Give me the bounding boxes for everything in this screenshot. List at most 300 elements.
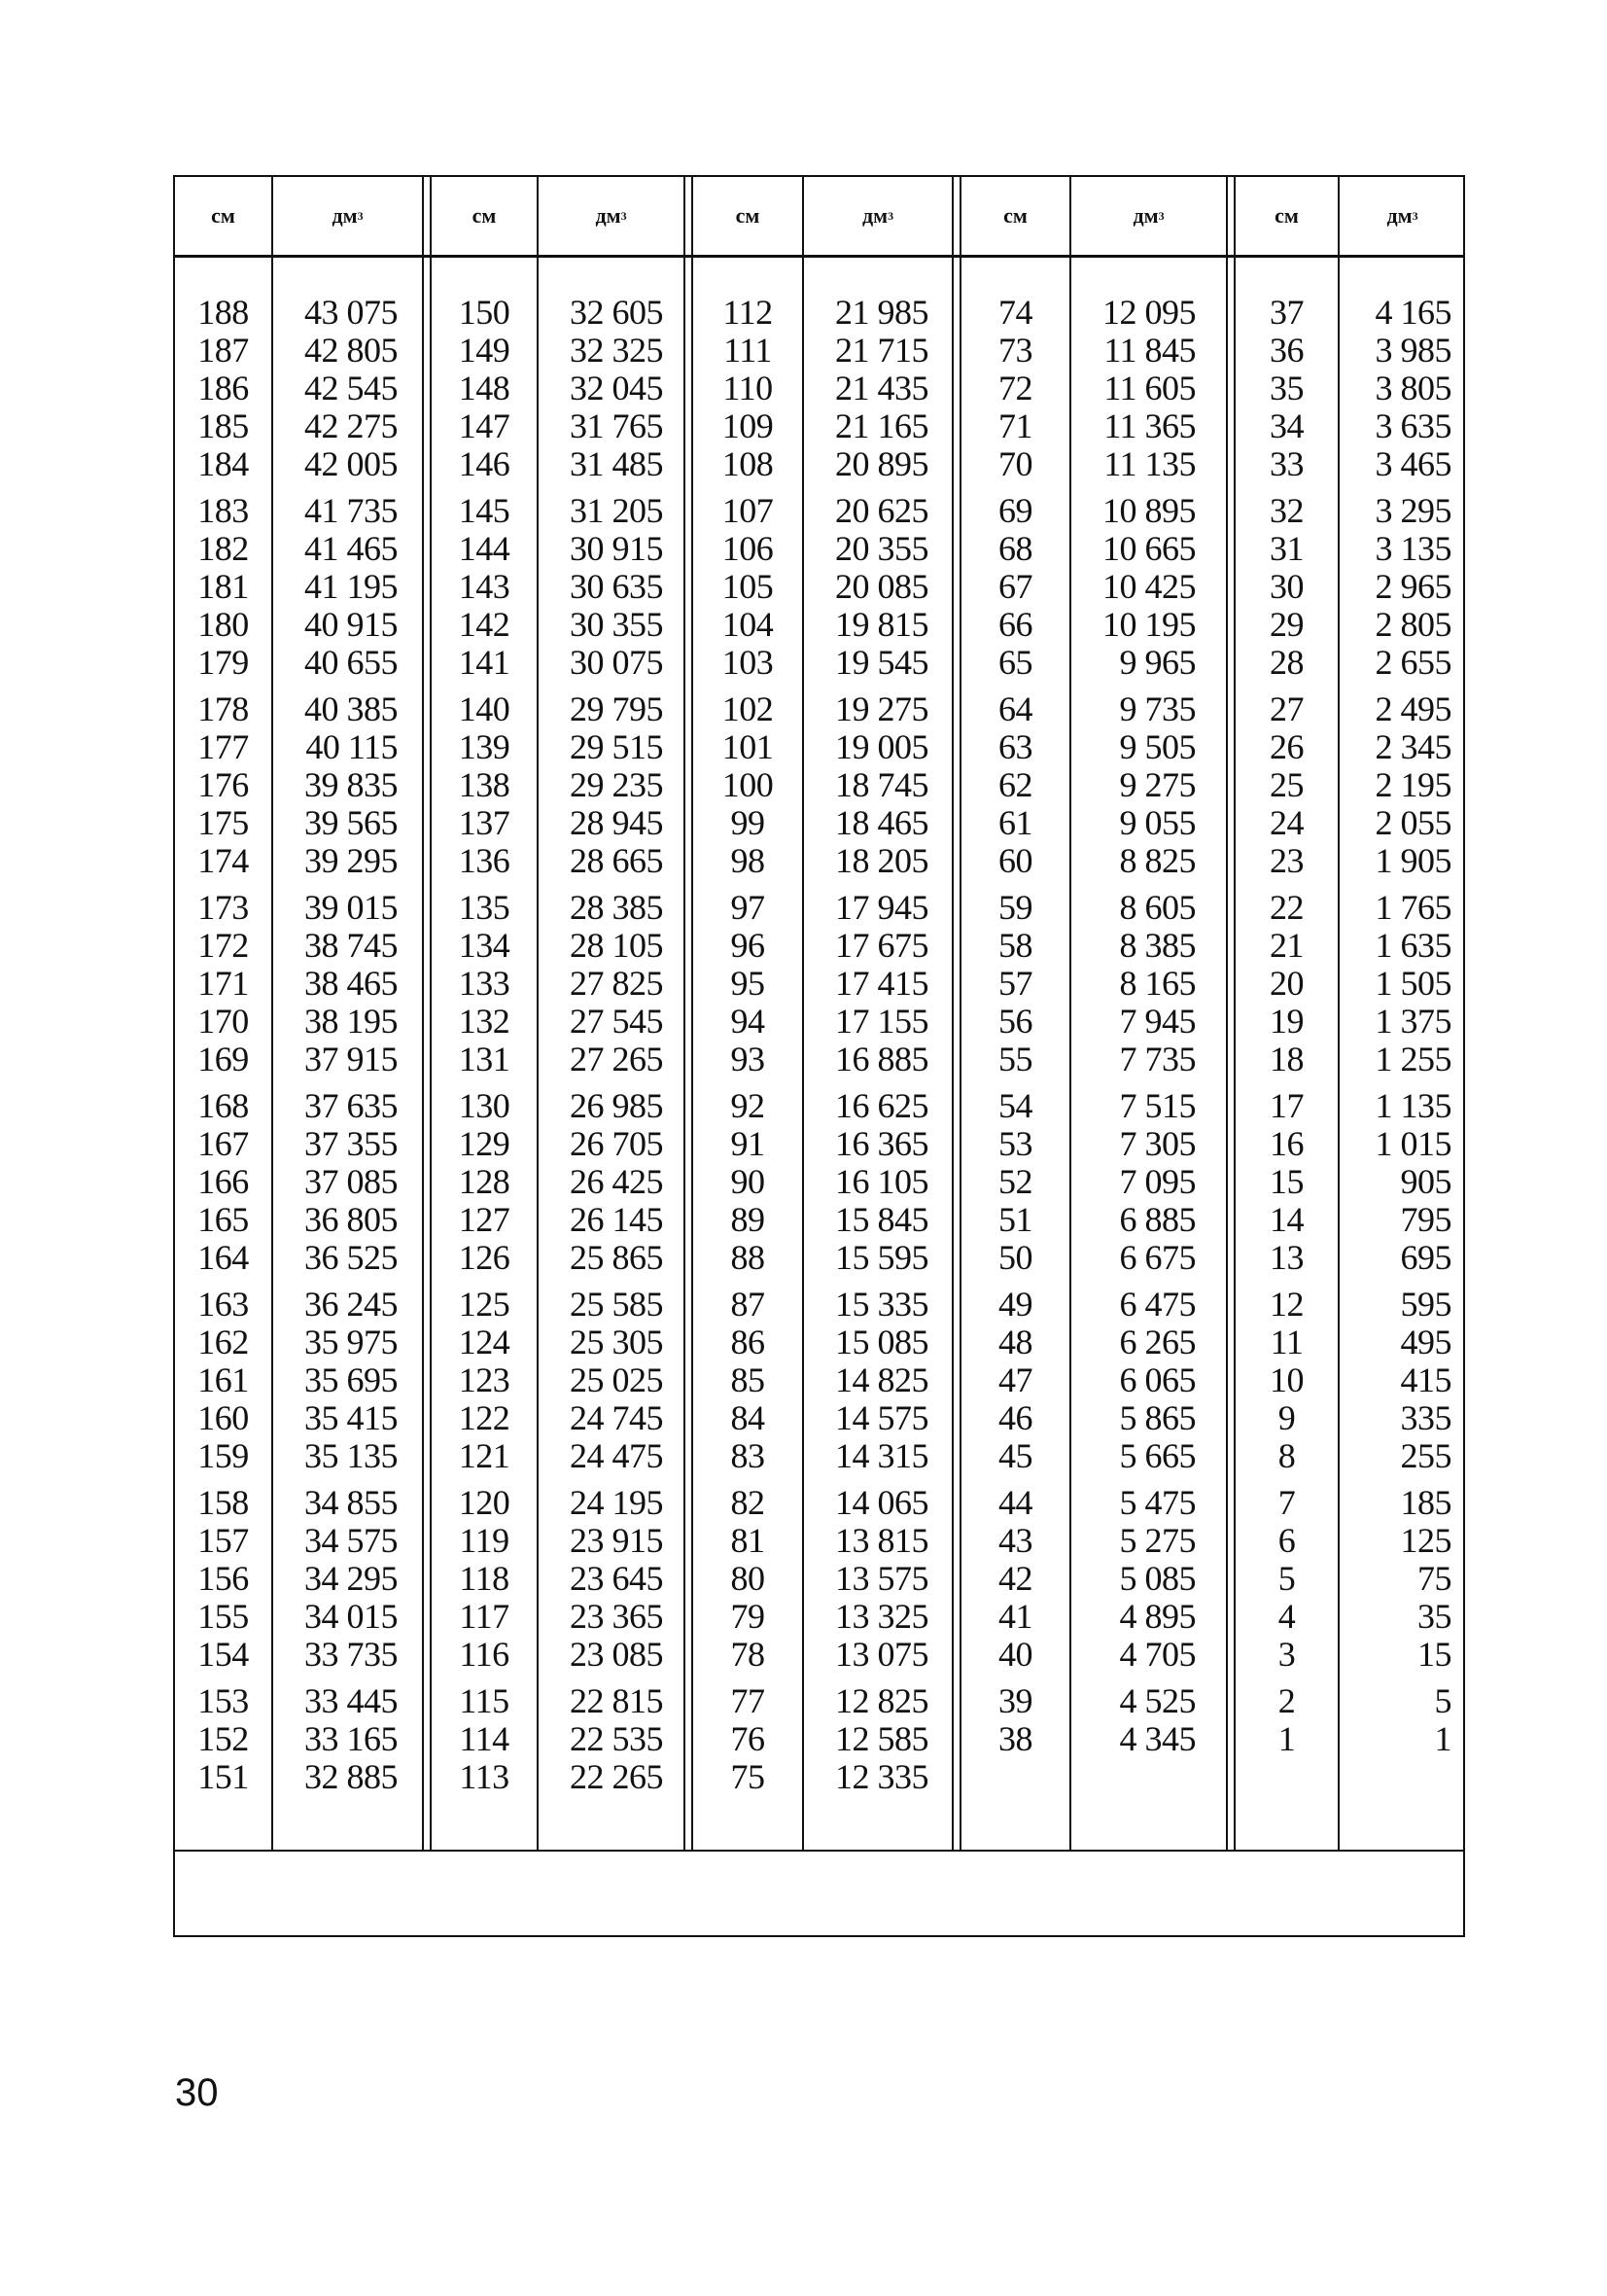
cm-value: 40 (998, 1635, 1032, 1674)
cm-value: 147 (458, 406, 510, 445)
cm-value: 31 (1270, 529, 1304, 568)
dm3-value: 12 585 (835, 1719, 928, 1758)
dm3-column (804, 294, 928, 1805)
cm-value: 114 (459, 1719, 509, 1758)
dm3-value: 16 105 (835, 1162, 928, 1201)
dm3-value: 3 805 (1375, 369, 1451, 407)
dm3-value: 795 (1400, 1200, 1451, 1239)
row-group (432, 889, 537, 1078)
row-group (273, 1286, 398, 1475)
cm-value: 12 (1270, 1285, 1304, 1324)
cm-value: 168 (197, 1086, 249, 1125)
dm3-value: 17 155 (835, 1002, 928, 1041)
cm-value: 43 (998, 1521, 1032, 1560)
row-group (1236, 294, 1338, 483)
header-rule (175, 255, 1463, 258)
dm3-value: 595 (1400, 1285, 1451, 1324)
dm3-value: 1 905 (1375, 841, 1451, 880)
cm-value: 59 (998, 888, 1032, 927)
cm-value: 188 (197, 293, 249, 332)
dm3-value: 5 085 (1119, 1559, 1196, 1598)
row-group (1236, 889, 1338, 1078)
cm-value: 65 (998, 643, 1032, 682)
dm3-column (1340, 294, 1451, 1767)
cm-value: 143 (458, 567, 510, 606)
cm-value: 97 (730, 888, 765, 927)
row-group (693, 1682, 802, 1796)
row-group (432, 1286, 537, 1475)
dm3-value: 3 295 (1375, 491, 1451, 530)
dm3-value: 905 (1400, 1162, 1451, 1201)
dm3-value: 25 585 (570, 1285, 663, 1324)
cm-value: 157 (197, 1521, 249, 1560)
cm-value: 2 (1277, 1681, 1296, 1720)
row-group (273, 294, 398, 483)
dm3-value: 125 (1400, 1521, 1451, 1560)
cm-column (1236, 294, 1338, 1767)
dm3-value: 20 625 (835, 491, 928, 530)
cm-value: 122 (458, 1398, 510, 1437)
row-group (1236, 1286, 1338, 1475)
cm-value: 109 (721, 406, 774, 445)
cm-value: 142 (458, 605, 510, 644)
dm3-value: 30 355 (570, 605, 663, 644)
cm-value: 160 (197, 1398, 249, 1437)
cm-value: 37 (1270, 293, 1304, 332)
cm-value: 22 (1270, 888, 1304, 927)
cm-value: 55 (998, 1040, 1032, 1078)
cm-value: 80 (730, 1559, 765, 1598)
dm3-value: 11 845 (1103, 331, 1196, 370)
cm-value: 4 (1277, 1597, 1296, 1636)
row-group (273, 690, 398, 880)
cm-value: 74 (998, 293, 1032, 332)
cm-value: 169 (197, 1040, 249, 1078)
dm3-value: 36 245 (304, 1285, 398, 1324)
dm3-value: 23 085 (570, 1635, 663, 1674)
dm3-value: 5 275 (1119, 1521, 1196, 1560)
cm-value: 125 (458, 1285, 510, 1324)
cm-value: 64 (998, 689, 1032, 728)
cm-value: 1 (1277, 1719, 1296, 1758)
cm-value: 141 (458, 643, 510, 682)
dm3-value: 18 745 (835, 765, 928, 804)
cm-value: 91 (730, 1124, 765, 1163)
row-group (1340, 690, 1451, 880)
dm3-value: 9 055 (1119, 803, 1196, 842)
dm3-value: 14 065 (835, 1483, 928, 1522)
dm3-value: 35 135 (304, 1436, 398, 1475)
cm-value: 128 (458, 1162, 510, 1201)
dm3-value: 30 075 (570, 643, 663, 682)
cm-value: 120 (458, 1483, 510, 1522)
dm3-value: 335 (1400, 1398, 1451, 1437)
dm3-value: 19 545 (835, 643, 928, 682)
dm3-value: 16 885 (835, 1040, 928, 1078)
cm-value: 51 (998, 1200, 1032, 1239)
row-group (961, 492, 1069, 682)
cm-value: 177 (197, 727, 249, 766)
row-group (693, 1484, 802, 1674)
row-group (1340, 1087, 1451, 1277)
dm3-value: 26 145 (570, 1200, 663, 1239)
cm-value: 103 (721, 643, 774, 682)
row-group (432, 1484, 537, 1674)
dm3-value: 35 695 (304, 1360, 398, 1399)
dm3-value: 42 005 (304, 444, 398, 483)
row-group (175, 294, 271, 483)
row-group (1071, 1087, 1196, 1277)
row-group (1236, 1484, 1338, 1674)
dm3-value: 26 985 (570, 1086, 663, 1125)
cm-value: 26 (1270, 727, 1304, 766)
cm-value: 179 (197, 643, 249, 682)
dm3-column (539, 294, 663, 1805)
cm-value: 175 (197, 803, 249, 842)
row-group (273, 1087, 398, 1277)
cm-value: 124 (458, 1323, 510, 1361)
dm3-value: 495 (1400, 1323, 1451, 1361)
cm-value: 71 (998, 406, 1032, 445)
dm3-value: 36 525 (304, 1238, 398, 1277)
dm3-value: 5 865 (1119, 1398, 1196, 1437)
row-group (539, 1484, 663, 1674)
cm-value: 178 (197, 689, 249, 728)
cm-value: 171 (197, 964, 249, 1003)
row-group (693, 294, 802, 483)
cm-value: 9 (1277, 1398, 1296, 1437)
cm-column (961, 294, 1069, 1767)
row-group (961, 294, 1069, 483)
dm3-value: 16 625 (835, 1086, 928, 1125)
dm3-value: 18 465 (835, 803, 928, 842)
cm-value: 161 (197, 1360, 249, 1399)
dm3-value: 11 365 (1103, 406, 1196, 445)
cm-value: 101 (721, 727, 774, 766)
cm-value: 85 (730, 1360, 765, 1399)
dm3-value: 1 255 (1375, 1040, 1451, 1078)
dm3-value: 6 265 (1119, 1323, 1196, 1361)
dm3-value: 8 385 (1119, 926, 1196, 965)
dm3-value: 11 135 (1103, 444, 1196, 483)
cm-value: 176 (197, 765, 249, 804)
dm3-value: 22 815 (570, 1681, 663, 1720)
cm-value: 158 (197, 1483, 249, 1522)
cm-value: 24 (1270, 803, 1304, 842)
cm-value: 28 (1270, 643, 1304, 682)
cm-value: 56 (998, 1002, 1032, 1041)
cm-value: 25 (1270, 765, 1304, 804)
cm-value: 140 (458, 689, 510, 728)
row-group (693, 1087, 802, 1277)
cm-value: 167 (197, 1124, 249, 1163)
dm3-value: 1 135 (1375, 1086, 1451, 1125)
dm3-value: 9 275 (1119, 765, 1196, 804)
dm3-value: 9 735 (1119, 689, 1196, 728)
dm3-value: 40 915 (304, 605, 398, 644)
dm3-value: 33 445 (304, 1681, 398, 1720)
dm3-value: 23 365 (570, 1597, 663, 1636)
dm3-value: 1 015 (1375, 1124, 1451, 1163)
row-group (175, 1682, 271, 1796)
dm3-value: 9 965 (1119, 643, 1196, 682)
dm3-value: 7 095 (1119, 1162, 1196, 1201)
dm3-value: 8 605 (1119, 888, 1196, 927)
dm3-value: 39 835 (304, 765, 398, 804)
dm3-value: 29 235 (570, 765, 663, 804)
dm3-value: 13 075 (835, 1635, 928, 1674)
row-group (273, 492, 398, 682)
cm-value: 162 (197, 1323, 249, 1361)
cm-value: 46 (998, 1398, 1032, 1437)
dm3-column (1071, 294, 1196, 1767)
dm3-value: 8 165 (1119, 964, 1196, 1003)
cm-value: 58 (998, 926, 1032, 965)
dm3-value: 40 385 (304, 689, 398, 728)
dm3-value: 14 315 (835, 1436, 928, 1475)
dm3-value: 41 195 (304, 567, 398, 606)
dm3-value: 24 195 (570, 1483, 663, 1522)
dm3-value: 20 355 (835, 529, 928, 568)
row-group (175, 1087, 271, 1277)
dm3-value: 7 305 (1119, 1124, 1196, 1163)
footer-rule (175, 1850, 1463, 1852)
dm3-value: 15 085 (835, 1323, 928, 1361)
header-cm: см (1275, 203, 1299, 228)
dm3-value: 35 975 (304, 1323, 398, 1361)
dm3-value: 23 915 (570, 1521, 663, 1560)
dm3-value: 12 095 (1102, 293, 1196, 332)
cm-value: 81 (730, 1521, 765, 1560)
cm-value: 8 (1277, 1436, 1296, 1475)
dm3-value: 20 085 (835, 567, 928, 606)
row-group (1071, 1286, 1196, 1475)
dm3-value: 26 425 (570, 1162, 663, 1201)
row-group (273, 1484, 398, 1674)
row-group (175, 492, 271, 682)
dm3-value: 12 335 (835, 1757, 928, 1796)
dm3-value: 16 365 (835, 1124, 928, 1163)
cm-value: 66 (998, 605, 1032, 644)
cm-value: 156 (197, 1559, 249, 1598)
volume-table (173, 175, 1465, 1937)
cm-value: 83 (730, 1436, 765, 1475)
dm3-value: 4 345 (1119, 1719, 1196, 1758)
row-group (1071, 294, 1196, 483)
row-group (175, 690, 271, 880)
row-group (539, 690, 663, 880)
row-group (804, 294, 928, 483)
cm-value: 172 (197, 926, 249, 965)
dm3-value: 4 895 (1119, 1597, 1196, 1636)
header-dm3: дм 3 (332, 203, 364, 228)
cm-value: 132 (458, 1002, 510, 1041)
cm-value: 110 (722, 369, 773, 407)
dm3-value: 39 295 (304, 841, 398, 880)
dm3-value: 30 635 (570, 567, 663, 606)
dm3-value: 38 745 (304, 926, 398, 965)
dm3-value: 22 535 (570, 1719, 663, 1758)
cm-value: 48 (998, 1323, 1032, 1361)
row-group (539, 1087, 663, 1277)
row-group (1340, 1484, 1451, 1674)
header-dm3: дм 3 (1386, 203, 1418, 228)
cm-value: 11 (1270, 1323, 1304, 1361)
dm3-value: 28 105 (570, 926, 663, 965)
row-group (273, 1682, 398, 1796)
cm-value: 70 (998, 444, 1032, 483)
dm3-value: 41 465 (304, 529, 398, 568)
dm3-value: 19 815 (835, 605, 928, 644)
dm3-value: 1 635 (1375, 926, 1451, 965)
row-group (804, 690, 928, 880)
cm-value: 100 (721, 765, 774, 804)
dm3-value: 27 265 (570, 1040, 663, 1078)
cm-value: 184 (197, 444, 249, 483)
cm-value: 187 (197, 331, 249, 370)
cm-value: 121 (458, 1436, 510, 1475)
row-group (693, 492, 802, 682)
dm3-value: 10 195 (1102, 605, 1196, 644)
cm-value: 3 (1277, 1635, 1296, 1674)
row-group (804, 492, 928, 682)
row-group (693, 889, 802, 1078)
cm-value: 76 (730, 1719, 765, 1758)
dm3-value: 5 475 (1119, 1483, 1196, 1522)
cm-value: 49 (998, 1285, 1032, 1324)
dm3-value: 34 015 (304, 1597, 398, 1636)
row-group (961, 690, 1069, 880)
row-group (1071, 1682, 1196, 1758)
cm-value: 152 (197, 1719, 249, 1758)
dm3-value: 13 325 (835, 1597, 928, 1636)
dm3-value: 20 895 (835, 444, 928, 483)
dm3-value: 42 805 (304, 331, 398, 370)
row-group (432, 690, 537, 880)
cm-value: 165 (197, 1200, 249, 1239)
dm3-value: 2 805 (1375, 605, 1451, 644)
dm3-value: 27 545 (570, 1002, 663, 1041)
dm3-value: 17 415 (835, 964, 928, 1003)
cm-value: 54 (998, 1086, 1032, 1125)
cm-value: 67 (998, 567, 1032, 606)
cm-value: 90 (730, 1162, 765, 1201)
cm-value: 144 (458, 529, 510, 568)
header-cm: см (735, 203, 760, 228)
dm3-value: 1 505 (1375, 964, 1451, 1003)
row-group (539, 294, 663, 483)
dm3-value: 2 195 (1375, 765, 1451, 804)
cm-value: 63 (998, 727, 1032, 766)
cm-value: 116 (459, 1635, 509, 1674)
row-group (273, 889, 398, 1078)
dm3-value: 43 075 (304, 293, 398, 332)
dm3-value: 23 645 (570, 1559, 663, 1598)
cm-value: 7 (1277, 1483, 1296, 1522)
cm-value: 112 (722, 293, 773, 332)
cm-value: 6 (1277, 1521, 1296, 1560)
dm3-value: 38 195 (304, 1002, 398, 1041)
dm3-value: 34 575 (304, 1521, 398, 1560)
cm-value: 104 (721, 605, 774, 644)
cm-value: 186 (197, 369, 249, 407)
cm-value: 44 (998, 1483, 1032, 1522)
cm-value: 166 (197, 1162, 249, 1201)
dm3-value: 32 885 (304, 1757, 398, 1796)
dm3-value: 42 275 (304, 406, 398, 445)
dm3-value: 2 345 (1375, 727, 1451, 766)
cm-value: 50 (998, 1238, 1032, 1277)
row-group (175, 889, 271, 1078)
cm-value: 89 (730, 1200, 765, 1239)
cm-value: 69 (998, 491, 1032, 530)
row-group (961, 1087, 1069, 1277)
cm-value: 153 (197, 1681, 249, 1720)
cm-value: 145 (458, 491, 510, 530)
row-group (539, 492, 663, 682)
cm-value: 134 (458, 926, 510, 965)
cm-value: 78 (730, 1635, 765, 1674)
cm-value: 173 (197, 888, 249, 927)
cm-value: 123 (458, 1360, 510, 1399)
cm-value: 14 (1270, 1200, 1304, 1239)
dm3-value: 25 025 (570, 1360, 663, 1399)
dm3-value: 35 (1417, 1597, 1451, 1636)
row-group (804, 1087, 928, 1277)
dm3-value: 15 335 (835, 1285, 928, 1324)
cm-value: 30 (1270, 567, 1304, 606)
cm-value: 88 (730, 1238, 765, 1277)
dm3-value: 15 (1417, 1635, 1451, 1674)
dm3-value: 34 855 (304, 1483, 398, 1522)
cm-value: 163 (197, 1285, 249, 1324)
row-group (432, 492, 537, 682)
cm-value: 19 (1270, 1002, 1304, 1041)
cm-value: 41 (998, 1597, 1032, 1636)
cm-value: 18 (1270, 1040, 1304, 1078)
cm-value: 99 (730, 803, 765, 842)
row-group (804, 1286, 928, 1475)
header-dm3: дм 3 (861, 203, 894, 228)
cm-value: 94 (730, 1002, 765, 1041)
dm3-value: 30 915 (570, 529, 663, 568)
cm-value: 23 (1270, 841, 1304, 880)
header-dm3: дм 3 (595, 203, 627, 228)
dm3-value: 7 515 (1119, 1086, 1196, 1125)
cm-value: 149 (458, 331, 510, 370)
cm-value: 62 (998, 765, 1032, 804)
dm3-value: 75 (1417, 1559, 1451, 1598)
dm3-value: 33 165 (304, 1719, 398, 1758)
dm3-value: 17 945 (835, 888, 928, 927)
page-number: 30 (175, 2071, 219, 2114)
dm3-value: 37 915 (304, 1040, 398, 1078)
cm-value: 27 (1270, 689, 1304, 728)
dm3-value: 37 085 (304, 1162, 398, 1201)
header-cm: см (211, 203, 235, 228)
row-group (539, 889, 663, 1078)
cm-value: 98 (730, 841, 765, 880)
cm-value: 38 (998, 1719, 1032, 1758)
row-group (1236, 492, 1338, 682)
cm-value: 130 (458, 1086, 510, 1125)
cm-value: 52 (998, 1162, 1032, 1201)
row-group (175, 1286, 271, 1475)
cm-value: 15 (1270, 1162, 1304, 1201)
row-group (1071, 492, 1196, 682)
dm3-value: 32 605 (570, 293, 663, 332)
dm3-value: 1 765 (1375, 888, 1451, 927)
